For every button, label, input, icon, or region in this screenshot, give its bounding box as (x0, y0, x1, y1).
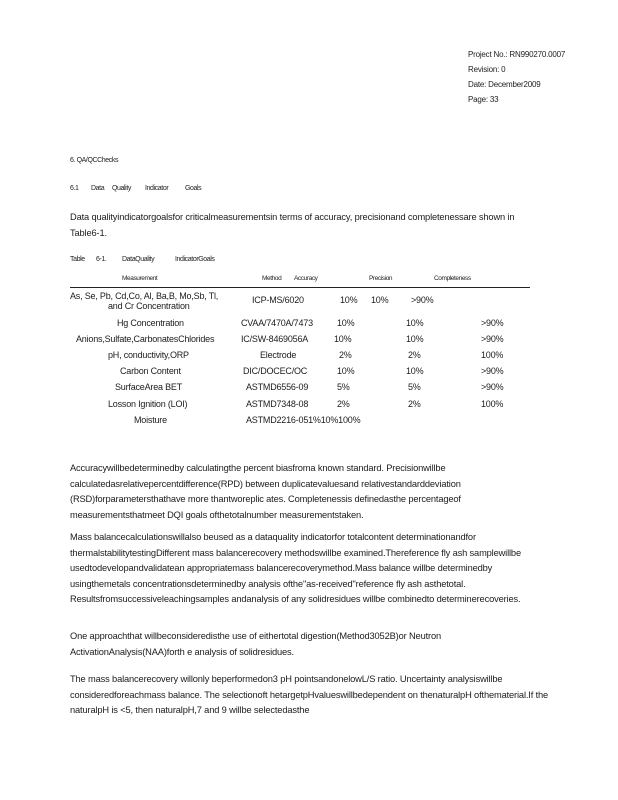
cell-method: ASTMD7348-08 (246, 399, 309, 409)
cell-accuracy: 10% (337, 366, 355, 376)
cell-completeness: >90% (411, 295, 434, 305)
paragraph-text: Mass balancecalculationswillalso beused as a dataquality indicatorfor totalcontent determinationandfor thermalstabilitytestingDifferent mass balancerecovery methodswillbe examined.Thereference fly ash samplewillbe usedtodevelopandvalidatean appropriatemass balancerecoverymethod.Mass balance willbe determinedby usingthemetals concentrationsdeterminedby analysis ofthe"as-received"reference fly ash asthetotal. Resultsfromsuccessiveleachingsamples andanalysis of any solidresidues willbe combinedto determinerecoveries. (70, 532, 521, 605)
cell-measurement: SurfaceArea BET (115, 382, 183, 392)
table-caption-3: DataQuality (122, 256, 155, 263)
cell-method: IC/SW-8469056A (241, 334, 309, 344)
intro-text: Data qualityindicatorgoalsfor criticalmeasurementsin terms of accuracy, precisionand completenessare shown in Table6-1. (70, 212, 515, 238)
document-header (468, 47, 565, 107)
col-header-method: Method (262, 275, 282, 282)
cell-measurement: Moisture (134, 415, 167, 425)
cell-precision: 2% (408, 350, 421, 360)
table-caption-2: 6-1. (96, 256, 107, 263)
cell-measurement: Anions,Sulfate,CarbonatesChlorides (76, 334, 215, 344)
cell-precision: 10% (406, 318, 424, 328)
subsection-number: 6.1 (70, 185, 79, 192)
col-header-accuracy: Accuracy (294, 275, 318, 282)
cell-method: ASTMD2216-051%10%100% (246, 415, 361, 425)
cell-measurement: pH, conductivity,ORP (108, 350, 189, 360)
cell-method: ICP-MS/6020 (252, 295, 304, 305)
table-caption-1: Table (70, 256, 85, 263)
cell-accuracy: 2% (337, 399, 350, 409)
paragraph-text: Accuracywillbedeterminedby calculatingthe percent biasfroma known standard. Precisionwillbe calculatedasrelativepercentdifference(RPD) between duplicatevaluesand relativestandarddeviation (RSD)forparametersthathave more thantworeplic ates. Completenessis definedasthe percentageof measurementsthatmeet DQI goals ofthetotalnumber measurementstaken. (70, 463, 461, 520)
cell-accuracy: 5% (337, 382, 350, 392)
intro-paragraph (70, 210, 545, 241)
cell-precision: 2% (408, 399, 421, 409)
subsection-word-3: Indicator (145, 185, 169, 192)
subsection-word-1: Data (91, 185, 105, 192)
cell-method: DIC/DOCEC/OC (243, 366, 308, 376)
cell-completeness: 100% (481, 399, 504, 409)
col-header-completeness: Completeness (434, 275, 471, 282)
col-header-measurement: Measurement (122, 275, 158, 282)
body-paragraph-mass-balance (70, 530, 550, 608)
cell-completeness: >90% (481, 382, 504, 392)
body-paragraph-accuracy (70, 461, 550, 523)
cell-completeness: >90% (481, 366, 504, 376)
body-paragraph-recovery (70, 672, 550, 719)
cell-precision: 10% (371, 295, 389, 305)
col-header-precision: Precision (369, 275, 393, 282)
revision: Revision: 0 (468, 65, 506, 74)
cell-accuracy: 10% (340, 295, 358, 305)
cell-accuracy: 10% (337, 318, 355, 328)
paragraph-text: The mass balancerecovery willonly beperformedon3 pH pointsandonelowL/S ratio. Uncertainty analysiswillbe consideredforeachmass balance. The selectionoft hetargetpHvalueswillbedependent on thenaturalpH ofthematerial.If the naturalpH is <5, then naturalpH,7 and 9 willbe selectedasthe (70, 674, 549, 716)
cell-completeness: 100% (481, 350, 504, 360)
cell-accuracy: 10% (334, 334, 352, 344)
cell-precision: 10% (406, 334, 424, 344)
cell-measurement: Losson Ignition (LOI) (108, 399, 188, 409)
table-caption-4: IndicatorGoals (175, 256, 215, 263)
cell-measurement-cont: and Cr Concentration (108, 301, 190, 311)
page-number: Page: 33 (468, 95, 499, 104)
cell-completeness: >90% (481, 334, 504, 344)
cell-measurement: As, Se, Pb, Cd,Co, Al, Ba,B, Mo,Sb, Tl, (70, 291, 219, 301)
cell-measurement: Hg Concentration (117, 318, 184, 328)
cell-completeness: >90% (481, 318, 504, 328)
table-row (0, 291, 618, 315)
cell-measurement: Carbon Content (120, 366, 181, 376)
paragraph-text: One approachthat willbeconsideredisthe use of eithertotal digestion(Method3052B)or Neutron ActivationAnalysis(NAA)forth e analysis of solidresidues. (70, 631, 442, 657)
subsection-word-2: Quality (112, 185, 131, 192)
cell-method: Electrode (260, 350, 297, 360)
cell-precision: 10% (406, 366, 424, 376)
table-header-rule (70, 287, 530, 288)
subsection-word-4: Goals (185, 185, 202, 192)
cell-precision: 5% (408, 382, 421, 392)
project-number: Project No.: RN990270.0007 (468, 50, 566, 59)
cell-method: CVAA/7470A/7473 (241, 318, 313, 328)
body-paragraph-approach (70, 629, 550, 660)
date: Date: December2009 (468, 80, 541, 89)
cell-accuracy: 2% (339, 350, 352, 360)
cell-method: ASTMD6556-09 (246, 382, 309, 392)
section-heading: 6. QA/QCChecks (70, 157, 119, 164)
